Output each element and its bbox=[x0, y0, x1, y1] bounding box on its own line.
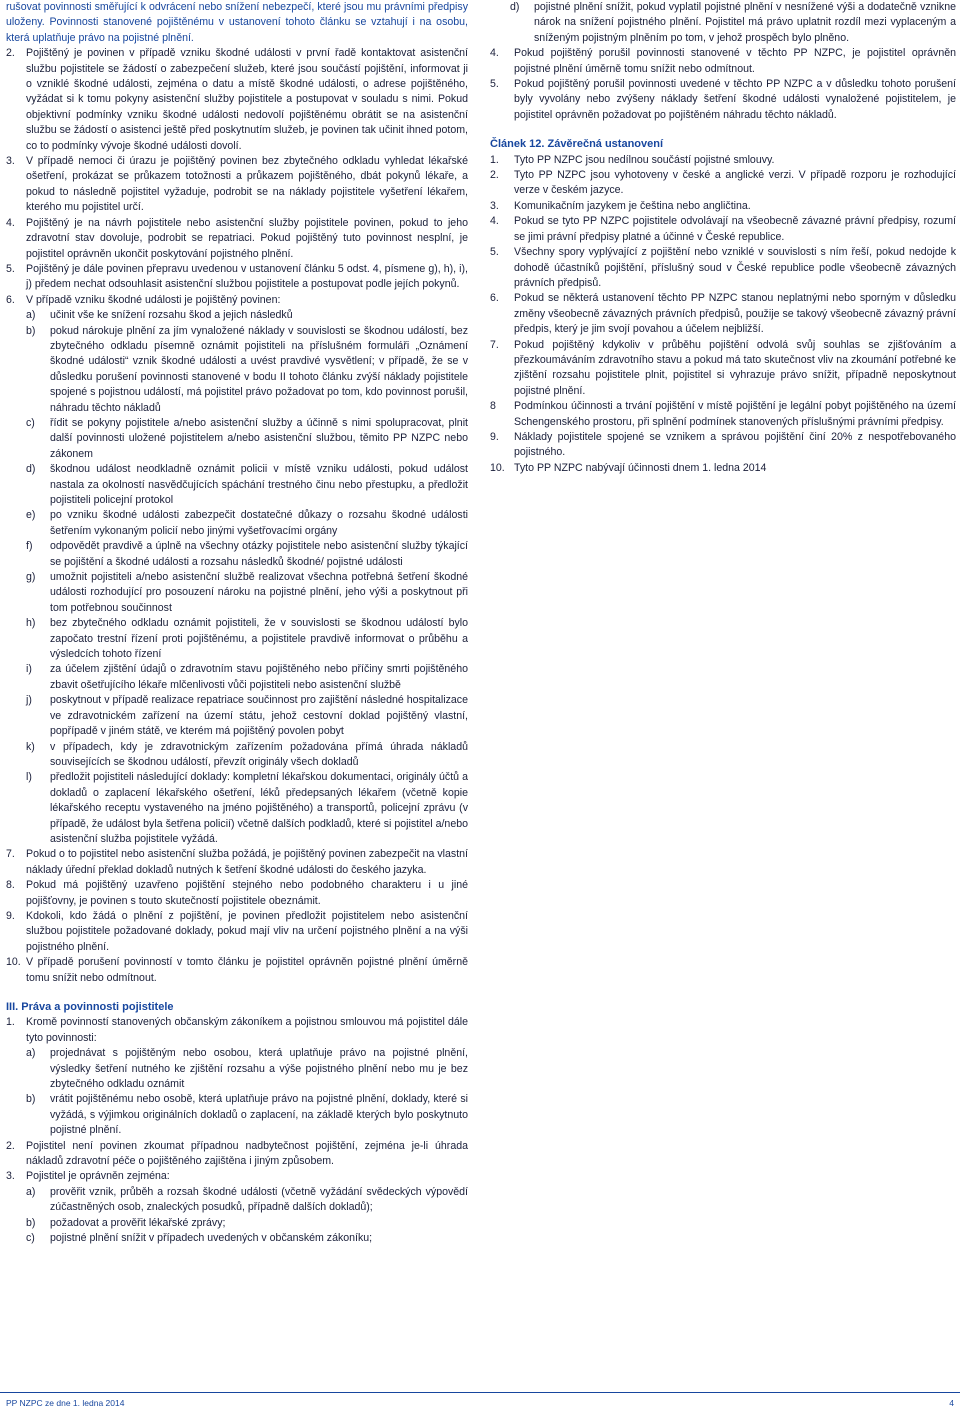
intro-paragraph: rušovat povinnosti směřující k odvrácení nebo snížení nebezpečí, které jsou mu právními předpisy uloženy. Povinnosti stanovené pojištěnému v ustanovení tohoto článku se vztahují i na osobu, která uplatňuje právo na pojistné plnění. bbox=[6, 1, 468, 44]
numbered-paragraph bbox=[490, 77, 956, 123]
subitem-letter: b) bbox=[26, 1093, 36, 1106]
subitem-letter: a) bbox=[26, 1185, 36, 1198]
subitem-text: řídit se pokyny pojistitele a/nebo asistenční služby a účinně s nimi spolupracovat, plnit další povinnosti uložené pojistitelem a/nebo asistenční službou, těmito PP NZPC nebo zákonem bbox=[50, 416, 468, 460]
footer-rule bbox=[0, 1392, 960, 1393]
paragraph-text: Kdokoli, kdo žádá o plnění z pojištění, je povinen předložit pojistitelem nebo asistenční službou pojistitele požadované doklady, pokud mají vliv na určení pojistného plnění a na výši pojistného plnění. bbox=[26, 909, 468, 953]
paragraph-number: 2. bbox=[6, 47, 15, 60]
numbered-paragraph bbox=[6, 216, 468, 262]
subitem-letter: g) bbox=[26, 571, 36, 584]
paragraph-text: Tyto PP NZPC jsou nedílnou součástí pojistné smlouvy. bbox=[514, 153, 775, 166]
paragraph-number: 9. bbox=[490, 430, 499, 443]
subitem-letter: b) bbox=[26, 1216, 36, 1229]
paragraph-text: V případě vzniku škodné události je pojištěný povinen: bbox=[26, 293, 281, 306]
paragraph-number: 9. bbox=[6, 909, 15, 922]
lettered-subitem bbox=[26, 1092, 468, 1138]
subitem-letter: a) bbox=[26, 1047, 36, 1060]
paragraph-number: 1. bbox=[490, 153, 499, 166]
paragraph-text: Náklady pojistitele spojené se vznikem a správou pojištění činí 20% z nespotřebovaného pojistného. bbox=[514, 430, 956, 459]
paragraph-number: 2. bbox=[490, 169, 499, 182]
paragraph-text: Pojistitel není povinen zkoumat případnou nadbytečnost pojištění, zejména je-li úhrada nákladů zdravotní péče o pojištěného zajištěna i jiným způsobem. bbox=[26, 1139, 468, 1168]
subitem-text: bez zbytečného odkladu oznámit pojistiteli, že v souvislosti se škodnou událostí bylo započato trestní řízení proti pojištěnému, a pojistitele pravdivě informovat o průběhu a výsledcích tohoto řízení bbox=[50, 617, 468, 661]
subitem-letter: d) bbox=[26, 463, 36, 476]
section-heading: III. Práva a povinnosti pojistitele bbox=[6, 1001, 174, 1013]
numbered-paragraph bbox=[490, 399, 956, 430]
paragraph-text: Tyto PP NZPC jsou vyhotoveny v české a anglické verzi. V případě rozporu je rozhodující verze v českém jazyce. bbox=[514, 169, 956, 197]
subitem-letter: e) bbox=[26, 509, 36, 522]
lettered-subitem bbox=[26, 308, 468, 323]
subitem-text: prověřit vznik, průběh a rozsah škodné události (včetně vyžádání svědeckých výpovědí zúčastněných osob, znaleckých posudků, případně dalších dokladů); bbox=[50, 1185, 468, 1214]
paragraph-number: 4. bbox=[6, 216, 15, 229]
paragraph-number: 6. bbox=[490, 292, 499, 305]
paragraph-number: 1. bbox=[6, 1016, 15, 1029]
numbered-paragraph bbox=[6, 955, 468, 986]
paragraph-number: 8 bbox=[490, 400, 496, 413]
subitem-text: předložit pojistiteli následující doklady: kompletní lékařskou dokumentaci, originály účtů a dokladů o zaplacení lékařského ošetření, léků předepsaných lékařem (včetně kopie lékařského receptu vystaveného na jméno pojištěného) a transportů, policejní zprávu (v případě, že událost byla šetřena policií) včetně dalších podkladů, které si pojistitel a/nebo asistenční služba pojistitele vyžádá. bbox=[50, 771, 468, 845]
numbered-paragraph bbox=[6, 1139, 468, 1170]
paragraph-text: Pojištěný je povinen v případě vzniku škodné události v první řadě kontaktovat asistenční službu pojistitele se žádostí o zabezpečení služeb, které jsou součástí pojištění, informovat ji o vzniklé škodné události, zejména o datu a místě škodné události, o adrese pojištěného, vyžádat si k tomu pokyny asistenční služby pojistitele a postupovat v souladu s nimi. Pokud objektivní podmínky vzniku škodné události nedovolí pojištěnému obrátit se na asistenční službu se žádostí o asistenci ještě před poskytnutím služeb, je povinen tak učinit ihned potom, co to podmínky vývoje škodné události dovolí. bbox=[26, 47, 468, 152]
paragraph-text: Kromě povinností stanovených občanským zákoníkem a pojistnou smlouvou má pojistitel dále tyto povinnosti: bbox=[26, 1016, 468, 1044]
subitem-letter: f) bbox=[26, 540, 33, 553]
right-column bbox=[490, 0, 956, 476]
paragraph-number: 3. bbox=[490, 199, 499, 212]
subitem-letter: c) bbox=[26, 1232, 35, 1245]
paragraph-text: Tyto PP NZPC nabývají účinnosti dnem 1. ledna 2014 bbox=[514, 461, 767, 474]
lettered-subitem bbox=[26, 324, 468, 416]
paragraph-number: 5. bbox=[6, 262, 15, 275]
lettered-subitem bbox=[26, 1185, 468, 1216]
paragraph-text: Podmínkou účinnosti a trvání pojištění v místě pojištění je legální pobyt pojištěného na území Schengenského prostoru, při splnění podmínek stanovených příslušnými právními předpisy. bbox=[514, 400, 956, 428]
paragraph-text: Pokud o to pojistitel nebo asistenční služba požádá, je pojištěný povinen zabezpečit na vlastní náklady úřední překlad dokladů nutných k šetření škodné události do českého jazyka. bbox=[26, 848, 468, 876]
subitem-text: projednávat s pojištěným nebo osobou, která uplatňuje právo na pojistné plnění, výsledky šetření nutného ke zjištění rozsahu a výše pojistného plnění nebo mu je bez zbytečného odkladu oznámit bbox=[50, 1047, 468, 1091]
lettered-subitem bbox=[26, 1231, 468, 1246]
numbered-paragraph bbox=[6, 154, 468, 216]
lettered-subitem bbox=[26, 462, 468, 508]
lettered-subitem bbox=[26, 416, 468, 462]
page-number: 4 bbox=[949, 1398, 954, 1408]
numbered-paragraph bbox=[490, 168, 956, 199]
numbered-paragraph bbox=[490, 153, 956, 168]
subitem-text: učinit vše ke snížení rozsahu škod a jejich následků bbox=[50, 309, 293, 322]
lettered-subitem bbox=[26, 1216, 468, 1231]
subitem-text: vrátit pojištěnému nebo osobě, která uplatňuje právo na pojistné plnění, doklady, které si vyžádá, s výjimkou originálních dokladů o zaplacení, na základě kterých bylo poskytnuto pojistné plnění. bbox=[50, 1093, 468, 1137]
paragraph-text: Pokud pojištěný porušil povinnosti uvedené v těchto PP NZPC a v důsledku tohoto porušení byly vyvolány nebo zvýšeny náklady šetření škodné události vynaložené pojistitelem, je pojistitel oprávněn požadovat po pojištěném náhradu těchto nákladů. bbox=[514, 78, 956, 121]
subitem-letter: h) bbox=[26, 617, 36, 630]
numbered-paragraph bbox=[490, 214, 956, 245]
paragraph-number: 3. bbox=[6, 1170, 15, 1183]
paragraph-text: Pokud pojištěný kdykoliv v průběhu pojištění odvolá svůj souhlas se zjišťováním a přezkoumáváním zdravotního stavu a pokud má tato skutečnost vliv na zkoumání potřebné ke zjištění rozsahu pojistitele plnit, pojistitel si vyhrazuje právo snížit, případně neposkytnout pojistné plnění. bbox=[514, 338, 956, 397]
numbered-paragraph bbox=[6, 262, 468, 293]
paragraph-number: 5. bbox=[490, 246, 499, 259]
paragraph-text: Pokud se některá ustanovení těchto PP NZPC stanou neplatnými nebo sporným v důsledku změny všeobecně závazných právních předpisů, použije se takový všeobecně závazný právní předpis, který je jim svojí povahou a účelem nejbližší. bbox=[514, 292, 956, 336]
paragraph-number: 10. bbox=[490, 461, 505, 474]
left-column bbox=[6, 0, 468, 1247]
subitem-text: pojistné plnění snížit, pokud vyplatil pojistné plnění v nesnížené výši a dodatečně vznikne nárok na snížení pojistného plnění. Pojistitel má právo uplatnit rozdíl mezi vyplaceným a sníženým pojistným plněním po tom, v jehož prospěch bylo plněno. bbox=[534, 1, 956, 44]
numbered-paragraph bbox=[6, 1169, 468, 1184]
numbered-paragraph bbox=[6, 909, 468, 955]
subitem-letter: k) bbox=[26, 740, 35, 753]
numbered-paragraph bbox=[6, 878, 468, 909]
section-spacer bbox=[490, 123, 956, 137]
subitem-text: pojistné plnění snížit v případech uvedených v občanském zákoníku; bbox=[50, 1232, 373, 1245]
subitem-letter: c) bbox=[26, 416, 35, 429]
numbered-paragraph bbox=[490, 461, 956, 476]
page-footer bbox=[6, 1398, 954, 1408]
section-spacer bbox=[6, 986, 468, 1000]
subitem-letter: a) bbox=[26, 309, 36, 322]
paragraph-number: 6. bbox=[6, 293, 15, 306]
lettered-subitem bbox=[510, 0, 956, 46]
paragraph-text: Pojistitel je oprávněn zejména: bbox=[26, 1170, 170, 1183]
subitem-letter: l) bbox=[26, 771, 32, 784]
article-heading: Článek 12. Závěrečná ustanovení bbox=[490, 138, 664, 151]
paragraph-number: 3. bbox=[6, 155, 15, 168]
paragraph-text: V případě porušení povinností v tomto článku je pojistitel oprávněn pojistné plnění úměrně tomu snížit nebo odmítnout. bbox=[26, 956, 468, 984]
lettered-subitem bbox=[26, 770, 468, 847]
paragraph-number: 4. bbox=[490, 47, 499, 60]
numbered-paragraph bbox=[490, 338, 956, 400]
paragraph-number: 2. bbox=[6, 1139, 15, 1152]
subitem-text: v případech, kdy je zdravotnickým zařízením požadována přímá úhrada nákladů souvisejících se škodnou událostí, převzít originály všech dokladů bbox=[50, 740, 468, 768]
numbered-paragraph bbox=[6, 46, 468, 154]
numbered-paragraph bbox=[490, 199, 956, 214]
numbered-paragraph bbox=[6, 847, 468, 878]
subitem-text: umožnit pojistiteli a/nebo asistenční službě realizovat všechna potřebná šetření škodné události rozhodující pro posouzení nároku na pojistné plnění, jeho výši a poskytnout při tom potřebnou součinnost bbox=[50, 571, 468, 614]
paragraph-text: Pojištěný je dále povinen přepravu uvedenou v ustanovení článku 5 odst. 4, písmene g), h), i), j) předem nechat odsouhlasit asistenční službou pojistitele a postupovat podle jejích pokynů. bbox=[26, 262, 468, 291]
subitem-text: odpovědět pravdivě a úplně na všechny otázky pojistitele nebo asistenční služby týkající se pojištění a škodné události a rozsahu následků škodné/ pojistné události bbox=[50, 540, 468, 568]
subitem-text: pokud nárokuje plnění za jím vynaložené náklady v souvislosti se škodnou událostí, bez zbytečného odkladu písemně oznámit pojistiteli na příslušném formuláři „Oznámení škodné události“ vznik škodné události a uvést pravdivé vysvětlení; v případě, že se v důsledku porušení povinnosti stanovené v bodu II tohoto článku zvýší náklady pojistitele spojené s pojistnou událostí, má pojistitel právo požadovat po tom, kdo povinnost porušil, náhradu těchto nákladů bbox=[50, 324, 468, 414]
paragraph-text: Pokud má pojištěný uzavřeno pojištění stejného nebo podobného charakteru i u jiné pojišťovny, je povinen s touto skutečností pojistitele obeznámit. bbox=[26, 879, 468, 907]
paragraph-text: Všechny spory vyplývající z pojištění nebo vzniklé v souvislosti s ním řeší, pokud nedojde k dohodě účastníků pojištění, příslušný soud v České republice podle všeobecně závazných právních předpisů. bbox=[514, 246, 956, 289]
numbered-paragraph bbox=[490, 430, 956, 461]
subitem-text: za účelem zjištění údajů o zdravotním stavu pojištěného nebo příčiny smrti pojištěného zbavit ošetřujícího lékaře mlčenlivosti vůči pojistiteli nebo asistenční službě bbox=[50, 663, 468, 691]
numbered-paragraph bbox=[6, 1015, 468, 1046]
subitem-text: po vzniku škodné události zabezpečit dostatečné důkazy o rozsahu škodné události šetřením vykonaným policií nebo jinými vyšetřovacími orgány bbox=[50, 509, 468, 537]
numbered-paragraph bbox=[490, 46, 956, 77]
paragraph-text: Komunikačním jazykem je čeština nebo angličtina. bbox=[514, 199, 751, 212]
subitem-text: škodnou událost neodkladně oznámit policii v místě vzniku události, pokud událost nastala za okolností nasvědčujících spáchání trestného činu nebo přestupku, a předložit pojistiteli policejní protokol bbox=[50, 463, 468, 506]
numbered-paragraph bbox=[6, 293, 468, 308]
paragraph-number: 5. bbox=[490, 78, 499, 91]
subitem-letter: i) bbox=[26, 663, 32, 676]
subitem-letter: j) bbox=[26, 694, 32, 707]
subitem-text: poskytnout v případě realizace repatriace součinnost pro zajištění následné hospitalizace ve zdravotnickém zařízení na území státu, jehož cestovní doklad pojištěný vlastní, popřípadě v jiném státě, ve kterém má pojištěný povolen pobyt bbox=[50, 694, 468, 738]
numbered-paragraph bbox=[490, 291, 956, 337]
paragraph-text: V případě nemoci či úrazu je pojištěný povinen bez zbytečného odkladu vyhledat lékařské ošetření, prokázat se průkazem totožnosti a průkazem pojištěného, dbát pokynů lékaře, a pokud to následně pojistitel vyžaduje, podrobit se na náklady pojistitele vyšetření lékařem, kterého mu pojistitel určí. bbox=[26, 155, 468, 214]
lettered-subitem bbox=[26, 740, 468, 771]
lettered-subitem bbox=[26, 539, 468, 570]
paragraph-number: 7. bbox=[6, 848, 15, 861]
lettered-subitem bbox=[26, 508, 468, 539]
lettered-subitem bbox=[26, 616, 468, 662]
paragraph-number: 8. bbox=[6, 879, 15, 892]
lettered-subitem bbox=[26, 570, 468, 616]
lettered-subitem bbox=[26, 1046, 468, 1092]
paragraph-text: Pokud pojištěný porušil povinnosti stanovené v těchto PP NZPC, je pojistitel oprávněn pojistné plnění úměrně tomu snížit nebo odmítnout. bbox=[514, 47, 956, 75]
subitem-letter: d) bbox=[510, 1, 520, 13]
paragraph-number: 7. bbox=[490, 338, 499, 351]
paragraph-text: Pojištěný je na návrh pojistitele nebo asistenční služby pojistitele povinen, pokud to jeho zdravotní stav dovoluje, podrobit se repatriaci. Pokud pojištěný tuto povinnost nesplní, je pojistitel oprávněn ukončit poskytování pojistného plnění. bbox=[26, 216, 468, 260]
paragraph-number: 4. bbox=[490, 215, 499, 228]
numbered-paragraph bbox=[490, 245, 956, 291]
paragraph-number: 10. bbox=[6, 956, 21, 969]
paragraph-text: Pokud se tyto PP NZPC pojistitele odvolávají na všeobecně závazné právní předpisy, rozumí se jimi právní předpisy platné a účinné v České republice. bbox=[514, 215, 956, 243]
lettered-subitem bbox=[26, 693, 468, 739]
subitem-text: požadovat a prověřit lékařské zprávy; bbox=[50, 1216, 226, 1229]
footer-doc-label: PP NZPC ze dne 1. ledna 2014 bbox=[6, 1398, 125, 1408]
subitem-letter: b) bbox=[26, 324, 36, 337]
lettered-subitem bbox=[26, 662, 468, 693]
